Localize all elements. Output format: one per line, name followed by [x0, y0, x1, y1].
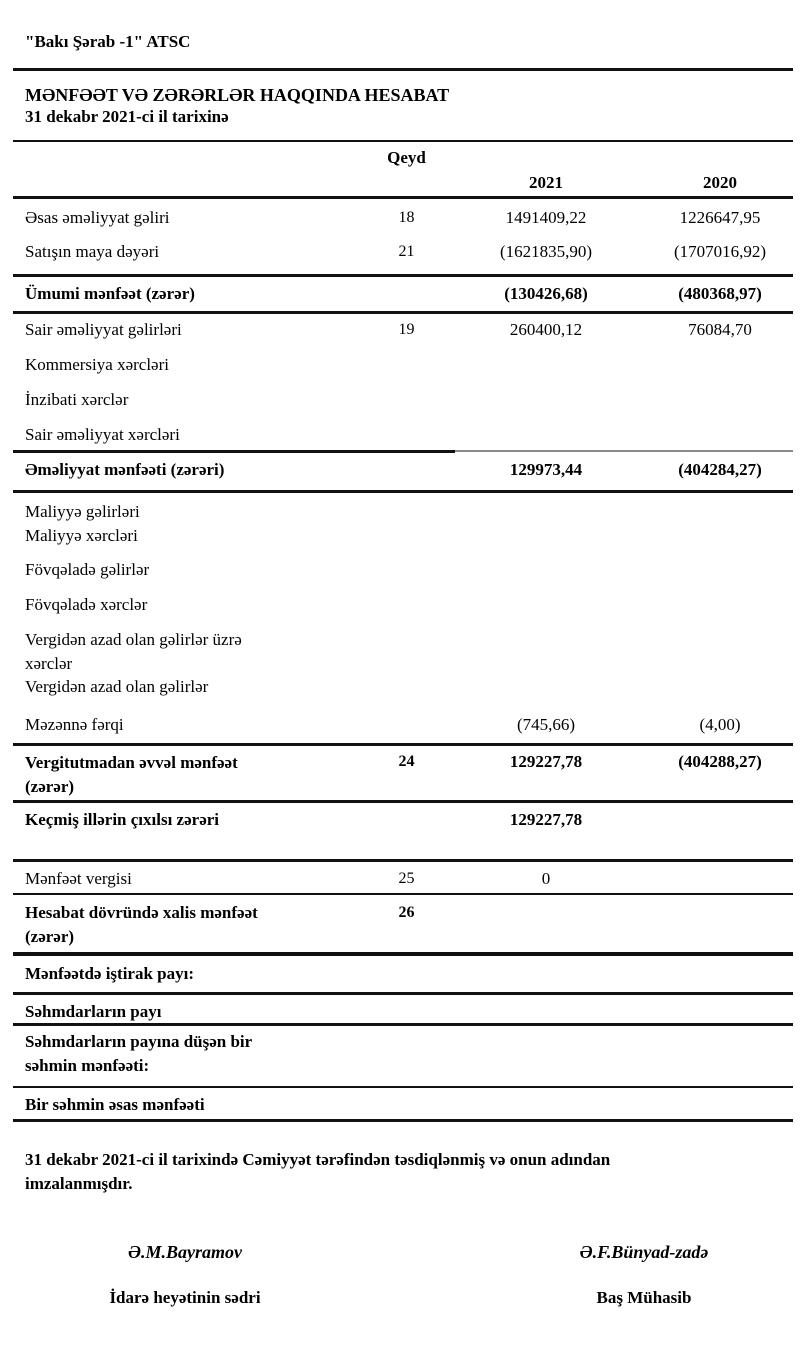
row-note-ref — [368, 283, 445, 305]
row-value-2020 — [647, 501, 793, 523]
approval-note-line1: 31 dekabr 2021-ci il tarixində Cəmiyyət tərəfindən təsdiqlənmiş və onun adından — [25, 1150, 611, 1169]
row-value-2021: (745,66) — [516, 715, 576, 734]
table-row — [13, 627, 793, 676]
row-value-2020 — [647, 901, 793, 949]
row-note-ref — [368, 594, 445, 616]
row-label: Sair əməliyyat xərcləri — [25, 425, 180, 444]
row-label: Məzənnə fərqi — [25, 715, 124, 734]
header-spacer — [647, 147, 793, 169]
signature-names — [0, 1241, 800, 1263]
row-note-ref: 19 — [398, 321, 415, 338]
signature-roles — [0, 1287, 800, 1309]
row-value-2021 — [445, 628, 647, 676]
profit-loss-statement — [0, 31, 800, 1349]
table-row-section — [13, 1026, 793, 1086]
header-spacer — [368, 173, 445, 193]
table-row — [13, 354, 793, 389]
signer-right-name: Ə.F.Bünyad-zadə — [579, 1242, 709, 1262]
row-label: Bir səhmin əsas mənfəəti — [25, 1095, 205, 1114]
row-label: Mənfəət vergisi — [25, 869, 132, 888]
row-label: Əsas əməliyyat gəliri — [25, 208, 170, 227]
table-row-subtotal — [13, 746, 793, 800]
row-label: Fövqəladə xərclər — [25, 595, 148, 614]
header-spacer — [13, 147, 368, 169]
column-header-qeyd: Qeyd — [387, 148, 426, 167]
table-row — [13, 234, 793, 274]
row-label: Vergitutmadan əvvəl mənfəət (zərər) — [25, 753, 238, 796]
row-note-ref — [368, 809, 445, 831]
row-label: Vergidən azad olan gəlirlər üzrə xərclər — [25, 630, 242, 673]
row-note-ref — [368, 459, 445, 481]
column-header-2020: 2020 — [703, 173, 737, 192]
table-row-subtotal — [13, 277, 793, 311]
row-note-ref — [368, 424, 445, 446]
table-row — [13, 676, 793, 698]
row-label: Mənfəətdə iştirak payı: — [25, 964, 195, 983]
row-value-2021 — [445, 559, 647, 581]
table-row — [13, 592, 793, 627]
row-label: Ümumi mənfəət (zərər) — [25, 284, 195, 303]
row-value-2021: 129227,78 — [509, 752, 583, 771]
row-value-2020 — [647, 559, 793, 581]
row-value-2020 — [647, 1094, 793, 1116]
table-row — [13, 862, 793, 893]
report-date: 31 dekabr 2021-ci il tarixinə — [25, 107, 229, 126]
approval-note — [25, 1148, 800, 1196]
table-row-section — [13, 1088, 793, 1119]
row-value-2020 — [647, 424, 793, 446]
row-label: Səhmdarların payı — [25, 1002, 162, 1021]
row-note-ref — [368, 559, 445, 581]
row-value-2020 — [647, 1030, 793, 1078]
row-value-2021: (1621835,90) — [499, 242, 593, 261]
row-value-2021: 1491409,22 — [505, 208, 587, 227]
row-label: Maliyyə xərcləri — [25, 526, 138, 545]
row-value-2021 — [445, 963, 647, 985]
company-name: "Bakı Şərab -1" ATSC — [25, 32, 191, 51]
row-label: Satışın maya dəyəri — [25, 242, 160, 261]
column-header-2021: 2021 — [529, 173, 563, 192]
row-value-2021 — [445, 424, 647, 446]
row-value-2021 — [445, 676, 647, 698]
row-value-2021: 129973,44 — [509, 460, 583, 479]
row-value-2021 — [445, 1001, 647, 1023]
row-value-2021: 260400,12 — [509, 320, 583, 339]
row-value-2021 — [445, 901, 647, 949]
table-row — [13, 199, 793, 234]
row-value-2020 — [647, 354, 793, 376]
table-row — [13, 314, 793, 354]
table-row-section — [13, 995, 793, 1023]
row-value-2020: (404284,27) — [678, 460, 762, 479]
row-value-2021 — [445, 1094, 647, 1116]
row-value-2020 — [647, 525, 793, 547]
row-value-2020: 1226647,95 — [679, 208, 761, 227]
row-label: Maliyyə gəlirləri — [25, 502, 140, 521]
row-note-ref: 21 — [398, 243, 415, 260]
row-note-ref — [368, 501, 445, 523]
row-note-ref: 26 — [398, 904, 415, 921]
signer-left-name: Ə.M.Bayramov — [128, 1242, 242, 1262]
row-value-2020: 76084,70 — [688, 320, 752, 339]
row-value-2020: (480368,97) — [678, 284, 762, 303]
table-row — [13, 557, 793, 592]
table-header — [0, 142, 800, 196]
table-header-row-qeyd — [13, 142, 793, 169]
divider-segment — [13, 450, 455, 453]
row-value-2020: (404288,27) — [678, 752, 762, 771]
signer-right-role: Baş Mühasib — [596, 1288, 692, 1307]
row-label: Kommersiya xərcləri — [25, 355, 169, 374]
row-value-2020: (4,00) — [699, 715, 741, 734]
row-label: Hesabat dövründə xalis mənfəət (zərər) — [25, 903, 258, 946]
row-note-ref — [368, 714, 445, 736]
row-note-ref: 18 — [398, 209, 415, 226]
table-row-subtotal — [13, 895, 793, 952]
row-note-ref — [368, 354, 445, 376]
row-label: Vergidən azad olan gəlirlər — [25, 677, 209, 696]
row-value-2021: (130426,68) — [504, 284, 588, 303]
row-value-2020 — [647, 809, 793, 831]
table-row — [13, 424, 793, 450]
row-value-2021: 0 — [541, 869, 551, 888]
row-value-2020: (1707016,92) — [673, 242, 767, 261]
table-row-subtotal — [13, 803, 793, 859]
header-spacer — [13, 173, 368, 193]
row-value-2020 — [647, 628, 793, 676]
table-row — [13, 698, 793, 743]
header-spacer — [445, 147, 647, 169]
row-note-ref: 24 — [398, 753, 415, 770]
row-value-2020 — [647, 868, 793, 890]
row-value-2020 — [647, 1001, 793, 1023]
table-header-row-years — [13, 169, 793, 196]
row-label: Səhmdarların payına düşən bir səhmin mənfəəti: — [25, 1032, 253, 1075]
table-row — [13, 389, 793, 424]
row-value-2021 — [445, 501, 647, 523]
row-note-ref — [368, 389, 445, 411]
report-title: MƏNFƏƏT VƏ ZƏRƏRLƏR HAQQINDA HESABAT — [25, 85, 450, 105]
row-note-ref — [368, 1094, 445, 1116]
row-label: İnzibati xərclər — [25, 390, 129, 409]
row-value-2020 — [647, 594, 793, 616]
row-label: Əməliyyat mənfəəti (zərəri) — [25, 460, 225, 479]
signer-left-role: İdarə heyətinin sədri — [109, 1288, 261, 1307]
row-note-ref — [368, 525, 445, 547]
row-value-2021 — [445, 1030, 647, 1078]
row-value-2020 — [647, 963, 793, 985]
divider — [13, 68, 793, 71]
row-note-ref — [368, 628, 445, 676]
row-note-ref — [368, 676, 445, 698]
approval-note-line2: imzalanmışdır. — [25, 1174, 133, 1193]
row-value-2021 — [445, 525, 647, 547]
table-row — [13, 524, 793, 557]
divider — [13, 1119, 793, 1122]
row-note-ref — [368, 1030, 445, 1078]
row-value-2020 — [647, 389, 793, 411]
table-row-section — [13, 956, 793, 992]
divider-segment — [455, 450, 793, 452]
row-value-2021 — [445, 354, 647, 376]
row-label: Keçmiş illərin çıxılsı zərəri — [25, 810, 220, 829]
table-row — [13, 493, 793, 524]
row-value-2021: 129227,78 — [509, 810, 583, 829]
row-note-ref — [368, 963, 445, 985]
row-value-2021 — [445, 594, 647, 616]
row-note-ref — [368, 1001, 445, 1023]
row-value-2020 — [647, 676, 793, 698]
row-label: Fövqəladə gəlirlər — [25, 560, 150, 579]
row-note-ref: 25 — [398, 870, 415, 887]
table-row-subtotal — [13, 453, 793, 490]
row-label: Sair əməliyyat gəlirləri — [25, 320, 182, 339]
row-value-2021 — [445, 389, 647, 411]
